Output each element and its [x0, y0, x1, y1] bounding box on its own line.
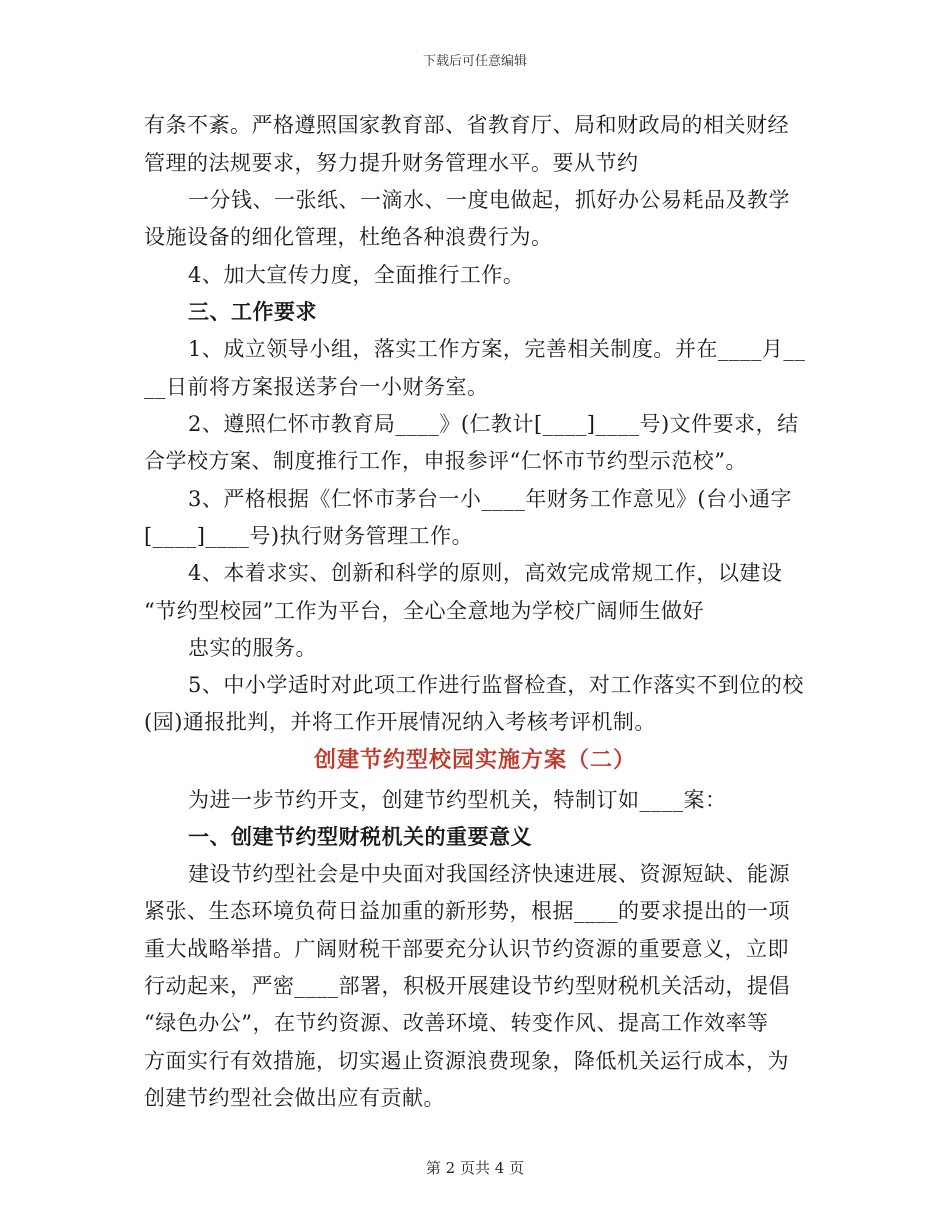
text-line: 重大战略举措。广阔财税干部要充分认识节约资源的重要意义，立即 [144, 937, 789, 961]
page-header: 下载后可任意编辑 [422, 54, 527, 69]
text-line: [____]____号)执行财务管理工作。 [144, 524, 474, 548]
section-title: 创建节约型校园实施方案（二） [313, 747, 636, 773]
text-line: 设施设备的细化管理，杜绝各种浪费行为。 [144, 225, 553, 249]
text-line: 管理的法规要求，努力提升财务管理水平。要从节约 [144, 151, 639, 175]
section-heading: 三、工作要求 [188, 299, 317, 324]
text-line: 建设节约型社会是中央面对我国经济快速进展、资源短缺、能源 [188, 862, 790, 886]
text-line: 忠实的服务。 [188, 636, 317, 660]
list-item: 5、中小学适时对此项工作进行监督检查，对工作落实不到位的校 [188, 673, 804, 697]
list-item: 4、本着求实、创新和科学的原则，高效完成常规工作，以建设 [188, 561, 783, 585]
text-line: (园)通报批判，并将工作开展情况纳入考核考评机制。 [144, 710, 656, 734]
text-line: 行动起来，严密____部署，积极开展建设节约型财税机关活动，提倡 [144, 974, 790, 998]
list-item: 3、严格根据《仁怀市茅台一小____年财务工作意见》(台小通字 [188, 487, 793, 511]
text-line: 合学校方案、制度推行工作，申报参评“仁怀市节约型示范校”。 [144, 449, 747, 473]
list-item: 4、加大宣传力度，全面推行工作。 [188, 263, 525, 287]
text-line: 有条不紊。严格遵照国家教育部、省教育厅、局和财政局的相关财经 [144, 113, 789, 137]
list-item: 1、成立领导小组，落实工作方案，完善相关制度。并在____月__ [188, 337, 806, 361]
page-footer: 第 2 页共 4 页 [425, 1159, 525, 1177]
text-line: 方面实行有效措施，切实遏止资源浪费现象，降低机关运行成本，为 [144, 1049, 789, 1073]
text-line: “节约型校园”工作为平台，全心全意地为学校广阔师生做好 [144, 599, 704, 623]
text-line: 紧张、生态环境负荷日益加重的新形势，根据____的要求提出的一项 [144, 899, 790, 923]
text-line: 一分钱、一张纸、一滴水、一度电做起，抓好办公易耗品及教学 [188, 188, 790, 212]
text-line: 创建节约型社会做出应有贡献。 [144, 1086, 445, 1110]
text-line: __日前将方案报送茅台一小财务室。 [144, 375, 489, 399]
text-line: “绿色办公”，在节约资源、改善环境、转变作风、提高工作效率等 [144, 1011, 769, 1035]
section-heading: 一、创建节约型财税机关的重要意义 [188, 824, 532, 849]
list-item: 2、遵照仁怀市教育局____》(仁教计[____]____号)文件要求，结 [188, 412, 799, 436]
text-line: 为进一步节约开支，创建节约型机关，特制订如____案： [188, 788, 727, 812]
